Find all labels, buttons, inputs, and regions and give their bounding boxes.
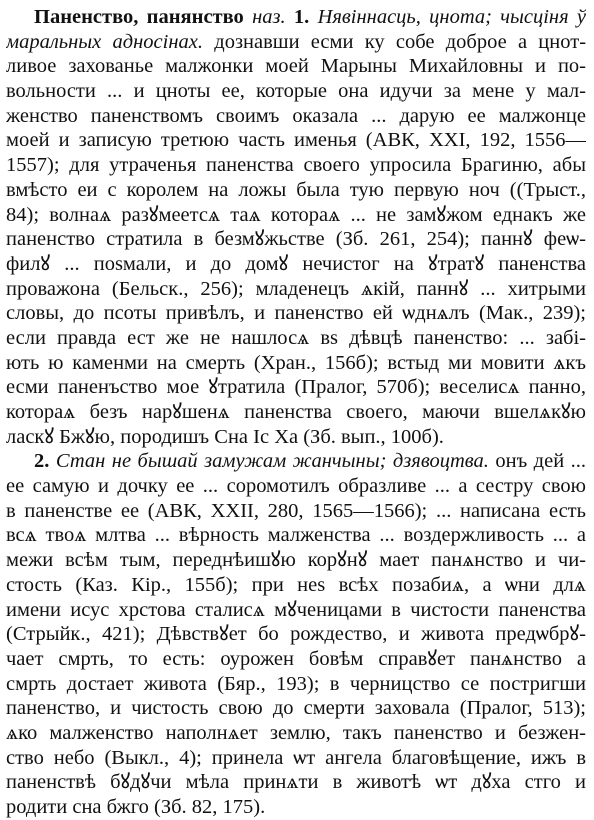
sense-1-line: котораѧ безъ нарꙋшенѧ паненства своего, маючи вшелѧкꙋю xyxy=(6,401,586,423)
sense-2-line: межи всѣм тым, переднѣишꙋю корꙋнꙋ мает панѧнство и чи- xyxy=(6,549,586,572)
sense-2-line: (Стрыйк., 421); Дѣвствꙋет бо рождество, и живота предѡбрꙋ- xyxy=(6,623,586,646)
sense-1-line: ють ю каменми на смерть (Хран., 156б); встыд ми мовити ѧкъ xyxy=(6,351,586,374)
sense-1-line: филꙋ ... поѕмали, и до домꙋ нечистог на ꙋтратꙋ паненства xyxy=(6,252,586,275)
headword: Паненство, панянство xyxy=(34,6,244,28)
sense-2-line: ѧко малженство наполнѧет землю, такъ паненство и безжен- xyxy=(6,721,586,744)
sense-2-line: смрть достает живота (Бяр., 193); в черницство се постригши xyxy=(6,672,586,695)
sense-2-line: в паненстве ее (АВК, ХХІІ, 280, 1565—1566); ... написана есть xyxy=(6,499,586,522)
sense-2-line: паненство, и чистость свою до смерти заховала (Пралог, 513); xyxy=(6,697,586,720)
sense-1-line: вольности ... и цноты ее, которые она идучи за мене у мал- xyxy=(6,80,586,103)
sense-2-text: онъ дей ... xyxy=(495,450,586,473)
sense-2-number: 2. xyxy=(34,450,50,473)
sense-2-first-line xyxy=(6,449,586,474)
sense-1-line: проважона (Бельск., 256); младенецъ ѧкій, паннꙋ ... хитрыми xyxy=(6,277,586,300)
sense-1-line: есми паненъство мое ꙋтратила (Пралог, 570б); веселисѧ панно, xyxy=(6,376,586,399)
sense-1-text: дознавши есми ку собе доброе а цнот- xyxy=(214,30,586,53)
sense-1-line: если правда ест же не нашлосѧ вѕ дѣвцѣ паненство: ... забі- xyxy=(6,326,586,349)
sense-1-line: паненство стратила в безмꙋжьстве (Зб. 261, 254); паннꙋ феѡ- xyxy=(6,228,586,251)
sense-1-line: ласкꙋ Бжꙋю, породишъ Сна Іс Ха (Зб. вып., 100б). xyxy=(6,425,444,448)
sense-2-line: ее самую и дочку ее ... соромотилъ образливе ... а сестру свою xyxy=(6,475,586,498)
sense-2-line: стость (Каз. Кір., 155б); при неѕ всѣх позабиѧ, а ѡни длѧ xyxy=(6,573,586,596)
sense-1-line: моей и записую третюю часть именья (АВК, ХХІ, 192, 1556— xyxy=(6,129,586,152)
sense-2-line: ство небо (Выкл., 4); принела ѡт ангела благовѣщение, ижъ в xyxy=(6,746,586,769)
sense-1-line: словы, до псоты привѣлъ, и паненство ей ѡднѧлъ (Мак., 239); xyxy=(6,302,586,325)
sense-2-line: чает смрть, то есть: оурожен бовѣм справꙋет панѧнство а xyxy=(6,647,586,670)
sense-1-number: 1. xyxy=(293,6,310,28)
sense-1-line: 1557); для утраченья паненства своего упросила Брагиню, абы xyxy=(6,154,586,177)
sense-1-line: вмѣсто еи с королем на ложы была тую первую ноч ((Трыст., xyxy=(6,178,586,201)
sense-1-line: ливое захованье малжонки моей Марыны Михайловны и по- xyxy=(6,55,586,78)
grammar-label: наз. xyxy=(252,6,286,28)
sense-2-line: имени исус хрстова сталисѧ мꙋченицами в чистости паненства xyxy=(6,598,586,621)
sense-2-definition: Стан не бышай замужам жанчыны; дзявоцтва. xyxy=(55,450,489,473)
sense-1-line: женство паненствомъ своимъ оказала ... дарую ее малжонце xyxy=(6,104,586,127)
sense-2-line: родити сна бжго (Зб. 82, 175). xyxy=(6,796,266,818)
sense-1-definition: Нявіннасць, цнота; чысціня ў xyxy=(317,6,586,28)
sense-2-line: всѧ твоѧ млтва ... вѣрность малженства ... воздержливость ... а xyxy=(6,524,586,547)
sense-1-line: 84); волнаѧ разꙋмеетсѧ таѧ котораѧ ... не замꙋжом еднакъ же xyxy=(6,203,586,226)
entry-line-1 xyxy=(6,5,586,30)
sense-2-line: паненствѣ бꙋдꙋчи мѣла принѧти в животѣ ѡт дꙋха стго и xyxy=(6,771,586,794)
entry-line-2 xyxy=(6,30,586,55)
dictionary-entry xyxy=(6,5,586,820)
sense-1-definition-cont: маральных адносінах. xyxy=(6,30,203,53)
